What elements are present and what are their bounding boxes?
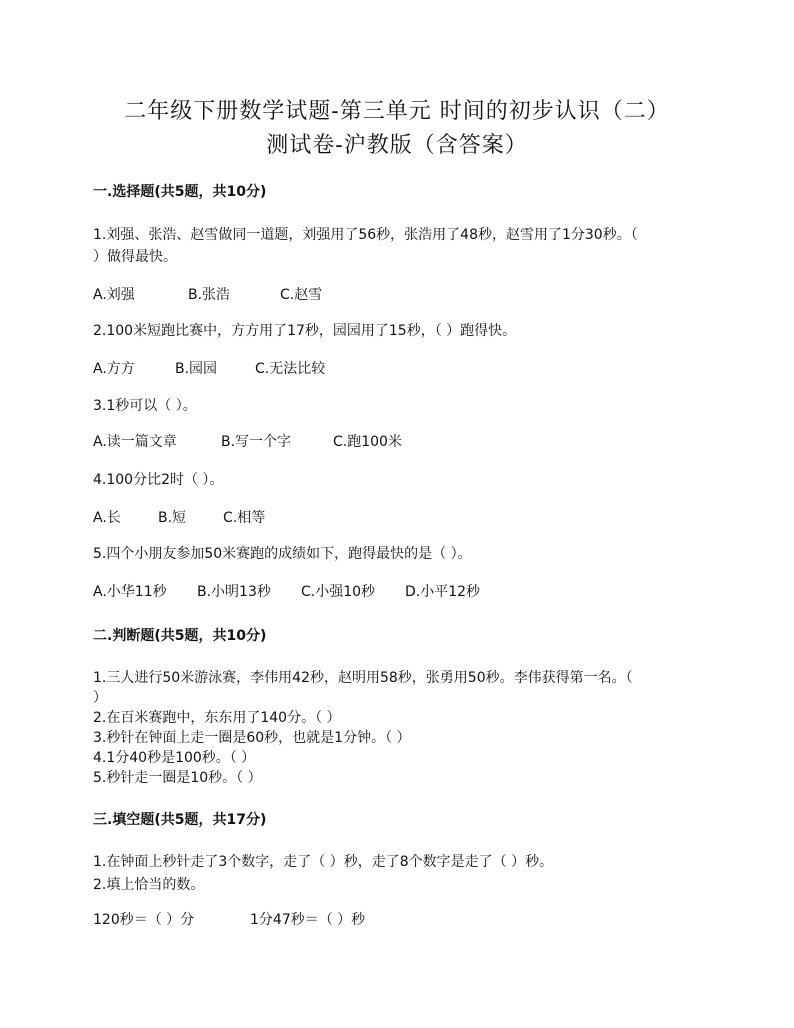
judge-q1-line1: 1.三人进行50米游泳赛，李伟用42秒，赵明用58秒，张勇用50秒。李伟获得第一名。（ (93, 670, 633, 686)
option-a: A.小华11秒 (93, 584, 167, 600)
fill-q1: 1.在钟面上秒针走了3个数字，走了（ ）秒，走了8个数字是走了（ ）秒。 (93, 854, 554, 870)
page-title-line1: 二年级下册数学试题-第三单元 时间的初步认识（二） (124, 99, 670, 124)
fill-q2-items (93, 909, 365, 929)
option-c: C.无法比较 (255, 361, 326, 377)
choice-q1-line2: ）做得最快。 (93, 249, 177, 265)
choice-q2-text: 2.100米短跑比赛中，方方用了17秒，园园用了15秒，（ ）跑得快。 (93, 323, 517, 339)
choice-q2-options (93, 358, 325, 378)
judge-q2: 2.在百米赛跑中，东东用了140分。（ ） (93, 710, 341, 726)
option-c: C.赵雪 (280, 287, 323, 303)
section-heading-fill: 三.填空题(共5题，共17分) (93, 812, 267, 828)
option-c: C.相等 (223, 510, 266, 526)
choice-q1-options (93, 284, 322, 304)
option-c: C.小强10秒 (301, 584, 376, 600)
choice-q4-text: 4.100分比2时（ ）。 (93, 472, 224, 488)
fill-q2-item-a: 120秒＝（ ）分 (93, 912, 195, 928)
judge-q3: 3.秒针在钟面上走一圈是60秒，也就是1分钟。（ ） (93, 730, 411, 746)
option-b: B.张浩 (188, 287, 231, 303)
option-a: A.读一篇文章 (93, 434, 177, 450)
choice-q1-line1: 1.刘强、张浩、赵雪做同一道题，刘强用了56秒，张浩用了48秒，赵雪用了1分30秒。（ (93, 227, 638, 243)
judge-q5: 5.秒针走一圈是10秒。（ ） (93, 770, 262, 786)
option-b: B.小明13秒 (197, 584, 271, 600)
fill-q2-item-b: 1分47秒＝（ ）秒 (250, 912, 366, 928)
choice-q3-options (93, 431, 402, 451)
choice-q5-text: 5.四个小朋友参加50米赛跑的成绩如下，跑得最快的是（ ）。 (93, 546, 472, 562)
choice-q5-options (93, 581, 480, 601)
page-title-line2: 测试卷-沪教版（含答案） (266, 133, 528, 158)
choice-q3-text: 3.1秒可以（ ）。 (93, 398, 197, 414)
section-heading-judge: 二.判断题(共5题，共10分) (93, 628, 267, 644)
judge-q4: 4.1分40秒是100秒。（ ） (93, 750, 256, 766)
option-d: D.小平12秒 (405, 584, 481, 600)
option-a: A.长 (93, 510, 121, 526)
option-b: B.写一个字 (221, 434, 292, 450)
choice-q4-options (93, 507, 265, 527)
option-a: A.刘强 (93, 287, 135, 303)
option-b: B.短 (158, 510, 187, 526)
section-heading-choice: 一.选择题(共5题，共10分) (93, 184, 267, 200)
option-a: A.方方 (93, 361, 135, 377)
judge-q1-line2: ） (93, 690, 107, 706)
option-c: C.跑100米 (333, 434, 402, 450)
fill-q2: 2.填上恰当的数。 (93, 877, 205, 893)
option-b: B.园园 (175, 361, 218, 377)
